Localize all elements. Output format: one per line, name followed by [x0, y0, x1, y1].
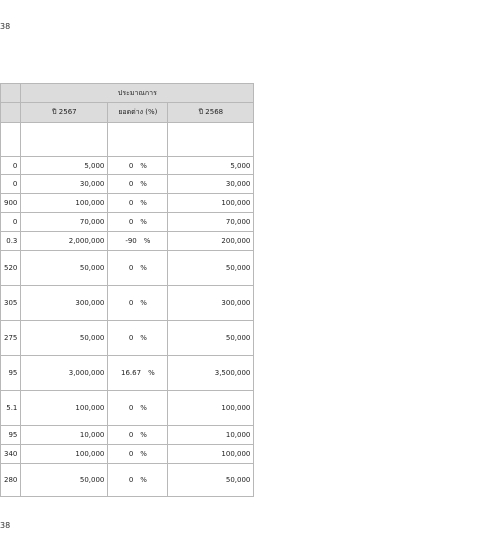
- table-body: [1, 123, 254, 497]
- difference-value: 0: [128, 180, 134, 188]
- cell-estimate-2568: 300,000: [168, 286, 254, 321]
- percent-unit: %: [140, 199, 147, 207]
- percent-unit: %: [140, 264, 147, 272]
- table-row: [1, 391, 254, 426]
- cell-estimate-2567: 100,000: [21, 391, 108, 426]
- cell-estimate-2568: 100,000: [168, 194, 254, 213]
- cell-prev-value: 305: [1, 286, 21, 321]
- cell-difference-percent: [108, 157, 168, 175]
- cell-prev-value: 95: [1, 356, 21, 391]
- cell-estimate-2568: 70,000: [168, 213, 254, 232]
- cell-estimate-2567: 50,000: [21, 321, 108, 356]
- difference-value: 0: [128, 264, 134, 272]
- header-prev-blank: [1, 84, 21, 103]
- table-row: [1, 194, 254, 213]
- header-estimate-group: ประมาณการ: [21, 84, 254, 103]
- cell-estimate-2568: 10,000: [168, 426, 254, 445]
- cell-prev-value: 900: [1, 194, 21, 213]
- cell-estimate-2567: 50,000: [21, 251, 108, 286]
- difference-value: 0: [128, 431, 134, 439]
- difference-value: 0: [128, 218, 134, 226]
- percent-unit: %: [140, 450, 147, 458]
- cell-estimate-2567: 70,000: [21, 213, 108, 232]
- cell-estimate-2568: 100,000: [168, 445, 254, 464]
- budget-estimate-table: [0, 83, 254, 497]
- percent-unit: %: [148, 369, 155, 377]
- cell-estimate-2568: [168, 123, 254, 157]
- header-difference-percent: ยอดต่าง (%): [108, 103, 168, 123]
- table-row: [1, 426, 254, 445]
- cell-difference-percent: [108, 321, 168, 356]
- cell-prev-value: 0: [1, 175, 21, 194]
- percent-unit: %: [140, 218, 147, 226]
- cell-estimate-2568: 200,000: [168, 232, 254, 251]
- percent-unit: %: [140, 161, 147, 170]
- cell-difference-percent: [108, 356, 168, 391]
- difference-value: 0: [128, 199, 134, 207]
- difference-value: 0: [128, 334, 134, 342]
- cell-estimate-2568: 50,000: [168, 321, 254, 356]
- cell-difference-percent: [108, 194, 168, 213]
- cell-prev-value: 95: [1, 426, 21, 445]
- cell-difference-percent: [108, 445, 168, 464]
- cell-difference-percent: [108, 251, 168, 286]
- cell-estimate-2568: 5,000: [168, 157, 254, 175]
- difference-value: 0: [128, 404, 134, 412]
- table-row: [1, 445, 254, 464]
- cell-estimate-2567: [21, 123, 108, 157]
- cell-difference-percent: [108, 123, 168, 157]
- cell-estimate-2568: 100,000: [168, 391, 254, 426]
- cell-difference-percent: [108, 232, 168, 251]
- cell-difference-percent: [108, 391, 168, 426]
- table-row: [1, 286, 254, 321]
- cell-estimate-2568: 30,000: [168, 175, 254, 194]
- table-row: [1, 175, 254, 194]
- cell-estimate-2567: 10,000: [21, 426, 108, 445]
- cell-estimate-2567: 100,000: [21, 194, 108, 213]
- difference-value: 0: [128, 476, 134, 484]
- cell-prev-value: 275: [1, 321, 21, 356]
- percent-unit: %: [143, 237, 151, 245]
- cell-difference-percent: [108, 426, 168, 445]
- cell-prev-value: 5.1: [1, 391, 21, 426]
- page-number-top: 38: [0, 22, 11, 31]
- difference-value: 0: [128, 450, 134, 458]
- table-row: [1, 251, 254, 286]
- table-row: [1, 123, 254, 157]
- cell-prev-value: [1, 123, 21, 157]
- cell-prev-value: 0.3: [1, 232, 21, 251]
- cell-difference-percent: [108, 286, 168, 321]
- cell-estimate-2567: 30,000: [21, 175, 108, 194]
- difference-value: 0: [128, 161, 134, 170]
- difference-value: 0: [128, 299, 134, 307]
- cell-estimate-2568: 50,000: [168, 251, 254, 286]
- cell-estimate-2568: 50,000: [168, 464, 254, 497]
- cell-prev-value: 0: [1, 213, 21, 232]
- percent-unit: %: [140, 334, 147, 342]
- table-row: [1, 157, 254, 175]
- difference-value: 16.67: [121, 369, 142, 377]
- cell-estimate-2568: 3,500,000: [168, 356, 254, 391]
- cell-difference-percent: [108, 175, 168, 194]
- cell-estimate-2567: 3,000,000: [21, 356, 108, 391]
- header-year-2568: ปี 2568: [168, 103, 254, 123]
- cell-prev-value: 0: [1, 157, 21, 175]
- header-prev-blank-2: [1, 103, 21, 123]
- cell-estimate-2567: 50,000: [21, 464, 108, 497]
- cell-prev-value: 340: [1, 445, 21, 464]
- difference-value: -90: [125, 237, 137, 245]
- percent-unit: %: [140, 180, 147, 188]
- percent-unit: %: [140, 299, 147, 307]
- table-row: [1, 356, 254, 391]
- cell-difference-percent: [108, 213, 168, 232]
- page-number-bottom: 38: [0, 521, 11, 530]
- cell-estimate-2567: 2,000,000: [21, 232, 108, 251]
- cell-estimate-2567: 100,000: [21, 445, 108, 464]
- table-row: [1, 232, 254, 251]
- percent-unit: %: [140, 404, 147, 412]
- table-row: [1, 213, 254, 232]
- cell-prev-value: 280: [1, 464, 21, 497]
- percent-unit: %: [140, 476, 147, 484]
- table-row: [1, 464, 254, 497]
- table-row: [1, 321, 254, 356]
- cell-prev-value: 520: [1, 251, 21, 286]
- cell-estimate-2567: 5,000: [21, 157, 108, 175]
- percent-unit: %: [140, 431, 147, 439]
- cell-estimate-2567: 300,000: [21, 286, 108, 321]
- header-year-2567: ปี 2567: [21, 103, 108, 123]
- cell-difference-percent: [108, 464, 168, 497]
